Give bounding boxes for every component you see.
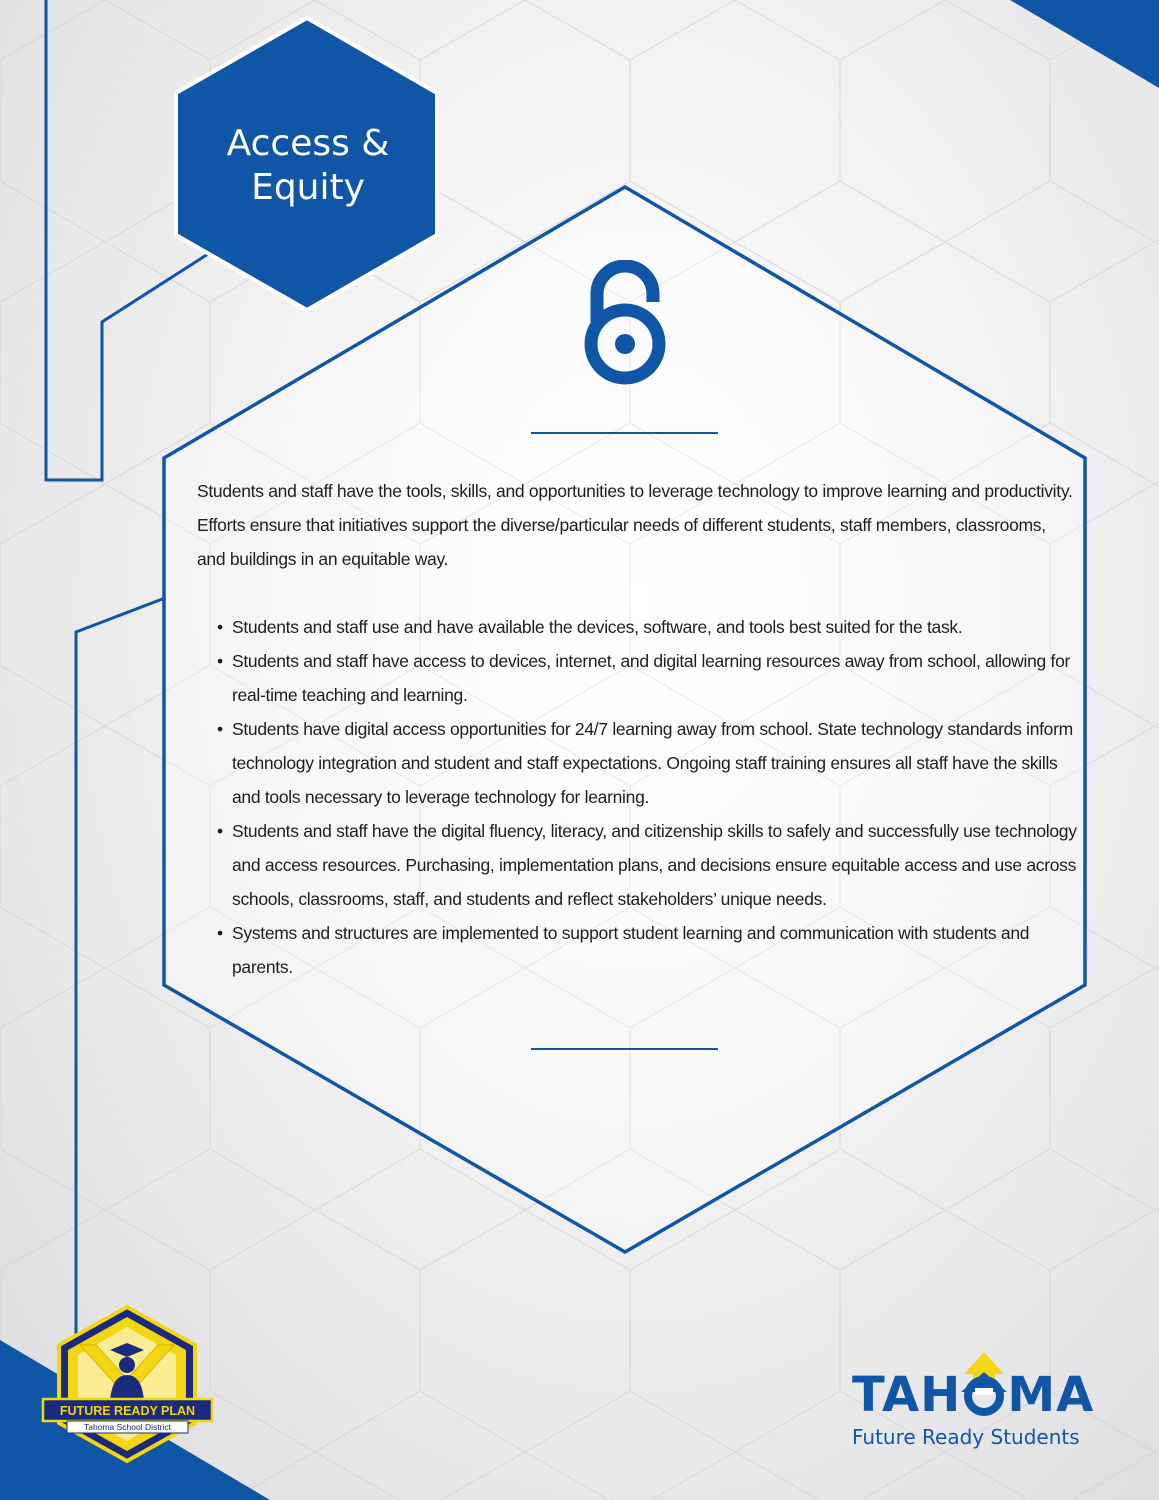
list-item: • Students and staff have the digital fluency, literacy, and citizenship skills to safely and successfully use technology and access resources. Purchasing, implementation plans, and decisions ensure equitable access and use across schools, classrooms, staff, and students and reflect stakeholders’ unique needs. xyxy=(197,814,1077,916)
bullet-list xyxy=(197,610,1077,984)
page-title xyxy=(190,122,426,210)
main-content xyxy=(197,474,1077,984)
tahoma-logo xyxy=(852,1365,1117,1449)
title-line-1: Access & xyxy=(226,123,390,164)
list-item: • Students have digital access opportunities for 24/7 learning away from school. State technology standards inform technology integration and student and staff expectations. Ongoing staff training ensures all staff have the skills and tools necessary to leverage technology for learning. xyxy=(197,712,1077,814)
list-item: • Students and staff use and have available the devices, software, and tools best suited for the task. xyxy=(197,610,1077,644)
badge-subtitle-text: Tahoma School District xyxy=(84,1422,171,1432)
brand-word-left: TAH xyxy=(852,1367,962,1423)
brand-word-right: MA xyxy=(1007,1367,1095,1423)
brand-tagline: Future Ready Students xyxy=(852,1425,1080,1449)
badge-ribbon-text: FUTURE READY PLAN xyxy=(59,1404,196,1418)
list-item: • Students and staff have access to devices, internet, and digital learning resources away from school, allowing for real-time teaching and learning. xyxy=(197,644,1077,712)
title-line-2: Equity xyxy=(251,167,365,208)
list-item: • Systems and structures are implemented to support student learning and communication with students and parents. xyxy=(197,916,1077,984)
future-ready-plan-badge xyxy=(40,1305,215,1465)
intro-paragraph: Students and staff have the tools, skills, and opportunities to leverage technology to improve learning and productivity. Efforts ensure that initiatives support the diverse/particular needs of different students, staff members, classrooms, and buildings in an equitable way. xyxy=(197,481,1073,569)
house-roof-icon xyxy=(961,1378,1007,1418)
open-access-lock-icon xyxy=(580,260,670,392)
brand-wordmark xyxy=(852,1365,1117,1425)
